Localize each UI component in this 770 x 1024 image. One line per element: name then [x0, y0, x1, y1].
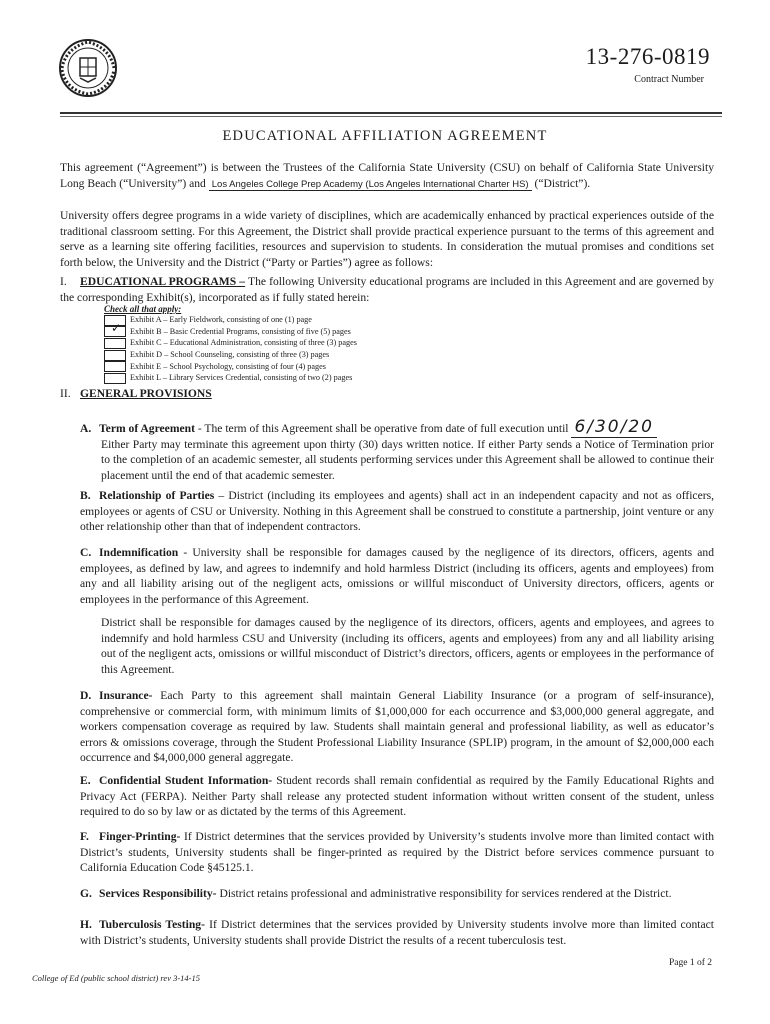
- form-revision-note: College of Ed (public school district) rev 3-14-15: [32, 973, 200, 983]
- provision-tb-testing: H. Tuberculosis Testing- If District determines that the services provided by University students involve more than limited contact with District’s students, University students shall provide District the results of a recent tuberculosis test.: [80, 918, 714, 947]
- provision-indemnification: C. Indemnification - University shall be responsible for damages caused by the negligence of its directors, officers, agents and employees, as defined by law, and agrees to indemnify and hold harmless District (including its officers, agents and employees) from any and all liability arising out of the negligent acts, omissions or willful misconduct of University directors, officers, agents or employees in the performance of this Agreement. District shall be responsible for damages caused by the negligence of its directors, officers, agents and employees, and agrees to indemnify and hold harmless CSU and University (including its officers, agents and employees) from any and all liability arising out of the negligent acts, omissions or willful misconduct of District’s directors, officers, agents or employees in the performance of this Agreement.: [80, 546, 714, 676]
- provision-services-responsibility: G. Services Responsibility- District retains professional and administrative responsibility for services rendered at the District.: [80, 887, 672, 900]
- document-title: EDUCATIONAL AFFILIATION AGREEMENT: [222, 128, 548, 144]
- provision-term: A. Term of Agreement - The term of this Agreement shall be operative from date of full execution until 6/30/20 Either Party may terminate this agreement upon thirty (30) days written notice. If either Party sends a Notice of Termination prior to the completion of an academic semester, all students performing services under this Agreement shall be allowed to continue their placement until the end of that academic semester.: [80, 417, 714, 482]
- purpose-paragraph: University offers degree programs in a wide variety of disciplines, which are academically enhanced by practical experiences outside of the traditional classroom setting. For this Agreement, the District shall provide practical experience pursuant to the terms of this agreement and serve as a learning site offering facilities, resources and supervision to students. In consideration the mutual promises and conditions set forth below, the University and the District (“Party or Parties”) agree as follows:: [60, 209, 714, 269]
- provision-confidential-info: E. Confidential Student Information- Student records shall remain confidential as required by the Family Educational Rights and Privacy Act (FERPA). Neither Party shall release any protected student information without written consent of the student, unless required to do so by law or as dictated by the terms of this Agreement.: [80, 774, 714, 818]
- csu-seal-icon: [58, 38, 118, 98]
- provision-relationship: B. Relationship of Parties – District (including its employees and agents) shall act in an independent capacity and not as officers, employees or agents of CSU or University. Nothing in this Agreement shall be construed to constitute a partnership, joint venture or any other relationship other than that of independent contractors.: [80, 489, 714, 533]
- exhibit-item: Exhibit L – Library Services Credential, consisting of two (2) pages: [104, 372, 357, 384]
- checkmark-icon: ✓: [111, 321, 122, 336]
- exhibit-item: Exhibit D – School Counseling, consisting of three (3) pages: [104, 349, 357, 361]
- exhibit-checkbox[interactable]: [104, 373, 126, 384]
- contract-number: 13-276-0819: [585, 44, 710, 69]
- exhibit-list: [104, 314, 357, 384]
- exhibit-checkbox[interactable]: [104, 361, 126, 372]
- section-heading: EDUCATIONAL PROGRAMS –: [80, 275, 246, 288]
- section-heading: GENERAL PROVISIONS: [80, 387, 212, 400]
- page-number: Page 1 of 2: [668, 958, 712, 968]
- header-divider-thin: [60, 116, 722, 117]
- section-general-provisions: II. GENERAL PROVISIONS: [60, 387, 212, 400]
- district-name-field[interactable]: Los Angeles College Prep Academy (Los Angeles International Charter HS): [209, 179, 532, 191]
- exhibit-item: Exhibit C – Educational Administration, consisting of three (3) pages: [104, 337, 357, 349]
- exhibit-item: Exhibit E – School Psychology, consisting of four (4) pages: [104, 361, 357, 373]
- provision-fingerprinting: F. Finger-Printing- If District determines that the services provided by University’s students involve more than limited contact with District’s students, University students shall be finger-printed as required by the District before services commence pursuant to California Education Code §45125.1.: [80, 830, 714, 874]
- exhibit-item: Exhibit A – Early Fieldwork, consisting of one (1) page: [104, 314, 357, 326]
- intro-paragraph: This agreement (“Agreement”) is between the Trustees of the California State University (CSU) on behalf of California State University Long Beach (“University”) and Los Angeles College Prep Academy (Los Angeles International Charter HS) (“District”).: [60, 161, 714, 190]
- provision-insurance: D. Insurance- Each Party to this agreement shall maintain General Liability Insurance (or a program of self-insurance), comprehensive or commercial form, with minimum limits of $1,000,000 for each occurrence and $3,000,000 general aggregate, and workers compensation coverage as required by law. Students shall maintain general and professional liability, as well as educator’s errors & omissions coverage, through the Student Professional Liability Insurance (SPLIP) program, in the amount of $2,000,000 each occurrence and $4,000,000 general aggregate.: [80, 689, 714, 764]
- exhibit-checkbox[interactable]: [104, 321, 126, 337]
- section-educational-programs: I. EDUCATIONAL PROGRAMS – The following University educational programs are included in this Agreement and are governed by the corresponding Exhibit(s), incorporated as if fully stated herein:: [60, 275, 714, 304]
- end-date-field[interactable]: 6/30/20: [571, 417, 657, 438]
- contract-number-label: Contract Number: [634, 74, 704, 85]
- exhibit-item: ✓ Exhibit B – Basic Credential Programs, consisting of five (5) pages: [104, 326, 357, 338]
- exhibit-checkbox[interactable]: [104, 338, 126, 349]
- header-divider: [60, 112, 722, 114]
- check-instruction: Check all that apply:: [104, 304, 182, 314]
- exhibit-checkbox[interactable]: [104, 350, 126, 361]
